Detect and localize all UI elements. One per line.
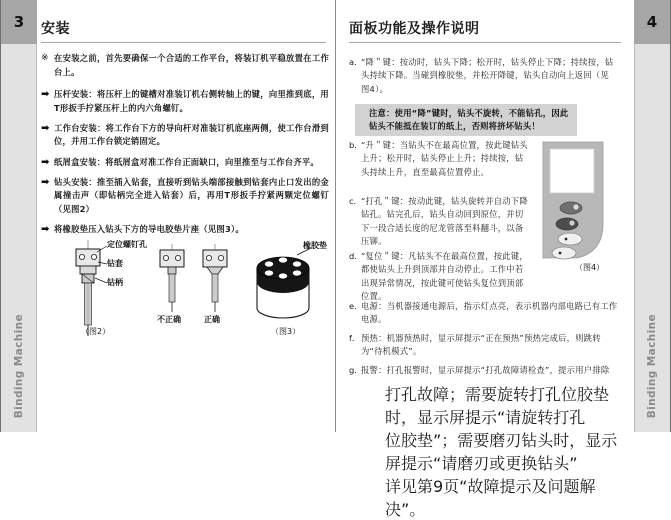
paragraph-text bbox=[54, 122, 329, 149]
list-marker: f． bbox=[349, 332, 361, 343]
paragraph-body: 推至插入钻套，直接听到钻头端部接触到钻套内止口发出的金属撞击声（即钻柄完全进入钻套）后，再用T形扳手拧紧两颗定位螺钉（见图2） bbox=[54, 176, 329, 214]
paragraph-text bbox=[54, 156, 329, 170]
bullet-arrow-icon: ➡ bbox=[41, 122, 50, 134]
paragraph-chipbox-install bbox=[41, 156, 329, 170]
warning-note-box bbox=[355, 104, 577, 136]
paragraph-text bbox=[54, 88, 329, 115]
list-text: 电源：当机器接通电源后，指示灯点亮，表示机器内部电路已有工作电源。 bbox=[361, 301, 618, 325]
right-item-e bbox=[349, 300, 619, 327]
side-strip-left bbox=[1, 44, 37, 432]
right-page-title-rule bbox=[349, 42, 621, 43]
left-page-figure-zone bbox=[41, 238, 331, 348]
figure4-caption: （图4） bbox=[575, 263, 605, 272]
paragraph-press-bar-install bbox=[41, 88, 329, 115]
paragraph-lead: 压杆安装： bbox=[54, 89, 97, 100]
left-page-column bbox=[37, 0, 333, 432]
figure3-rubber-pad-diagram bbox=[249, 246, 329, 336]
list-marker: d． bbox=[349, 251, 363, 261]
figure4-panel-shape bbox=[541, 140, 627, 272]
bullet-arrow-icon: ➡ bbox=[41, 156, 50, 168]
paragraph-text bbox=[54, 176, 329, 217]
left-page-title-rule bbox=[41, 42, 326, 43]
figure2-label-correct: 正确 bbox=[204, 315, 220, 324]
figure4-control-panel bbox=[541, 140, 627, 290]
side-strip-right-rule bbox=[634, 44, 635, 432]
paragraph-text: 将橡胶垫压入钻头下方的导电胶垫片座（见图3）。 bbox=[54, 223, 244, 234]
bullet-asterisk-icon: ※ bbox=[41, 53, 49, 63]
figure2-caption: （图2） bbox=[81, 327, 111, 336]
paragraph-lead: 钻头安装： bbox=[54, 176, 97, 187]
side-strip-right bbox=[634, 44, 670, 432]
page-number-right: 4 bbox=[634, 0, 670, 44]
figure3-label-rubber-pad: 橡胶垫 bbox=[303, 241, 327, 250]
right-page-title: 面板功能及操作说明 bbox=[349, 21, 480, 37]
right-item-a bbox=[349, 56, 617, 101]
paragraph-note-platform bbox=[41, 52, 329, 79]
list-item bbox=[349, 250, 531, 304]
figure2-label-drill-shank: 钻柄 bbox=[107, 278, 123, 287]
list-marker: e． bbox=[349, 301, 363, 311]
paragraph-body: 将压杆上的键槽对准装订机右侧转轴上的键，向里推到底，用T形扳手拧紧压杆上的内六角螺钉。 bbox=[54, 89, 329, 113]
side-label-right: Binding Machine bbox=[646, 313, 658, 418]
list-text: “打孔＂键：按动此键，钻头旋转并自动下降钻孔。钻完孔后，钻头自动回到原位，并切下一段合适长度的尼龙管落至料翻斗，以备压铆。 bbox=[361, 196, 528, 247]
list-marker: b． bbox=[349, 140, 363, 150]
list-text-cont: 位胶垫”；需要磨刃钻头时，显示屏提示“请磨刃或更换钻头” bbox=[385, 431, 618, 474]
right-items-efg bbox=[349, 300, 619, 520]
paragraph-lead: 工作台安装： bbox=[54, 122, 106, 133]
warning-note-text: 注意：使用“降”键时，钻头不旋转，不能钻孔，因此钻头不能抵在装订的纸上，否则将挤坏钻头！ bbox=[369, 108, 569, 132]
paragraph-worktable-install bbox=[41, 122, 329, 149]
list-text: “降＂键：按动时，钻头下降；松开时，钻头停止下降；持续按，钻头持续下降。当碰到橡胶垫，并松开降键，钻头自动向上返回（见图4）。 bbox=[361, 57, 614, 94]
paragraph-text: 在安装之前，首先要确保一个合适的工作平台，将装订机平稳放置在工作台上。 bbox=[54, 53, 329, 77]
list-text: 预热：机器预热时，显示屏提示“正在预热”预热完成后，则跳转为“待机模式”。 bbox=[361, 332, 601, 357]
figure3-caption: （图3） bbox=[271, 327, 301, 336]
bullet-arrow-icon: ➡ bbox=[41, 89, 50, 101]
left-page-title: 安装 bbox=[41, 21, 70, 37]
list-marker: a． bbox=[349, 57, 363, 67]
paragraph-lead: 纸屑盒安装： bbox=[54, 156, 106, 167]
right-item-g-continuation bbox=[385, 382, 619, 520]
figure2-label-incorrect: 不正确 bbox=[157, 315, 181, 324]
list-text: “复位＂键：凡钻头不在最高位置，按此键，都使钻头上升到顶部并自动停止。工作中若出现异常情况，按此键可使钻头复位到顶部位置。 bbox=[361, 251, 528, 302]
list-marker: g． bbox=[349, 364, 363, 375]
list-text-cont: 详见第9页“故障提示及问题解决”。 bbox=[385, 477, 596, 520]
bullet-arrow-icon: ➡ bbox=[41, 223, 50, 235]
figure2-label-drill-sleeve: 钻套 bbox=[107, 259, 123, 268]
right-item-c bbox=[349, 195, 531, 254]
right-item-f bbox=[349, 332, 619, 359]
paragraph-body: 将工作台下方的导向杆对准装订机底座两侧，使工作台滑到位，并用工作台锁定销固定。 bbox=[54, 122, 329, 147]
paragraph-drillbit-install bbox=[41, 176, 329, 217]
list-text: 报警：打孔报警时，显示屏提示“打孔故障请检查”，提示用户排除 bbox=[361, 364, 610, 375]
figure2-comparison-diagram bbox=[151, 244, 241, 324]
figure2-label-screw-hole: 定位螺钉孔 bbox=[107, 240, 147, 249]
paragraph-body: 将纸屑盒对准工作台正面缺口，向里推至与工作台齐平。 bbox=[105, 156, 319, 167]
list-marker: c． bbox=[349, 196, 362, 206]
list-item bbox=[349, 195, 531, 249]
list-text-cont: 打孔故障；需要旋转打孔位胶垫时，显示屏提示“请旋转打孔 bbox=[385, 385, 610, 428]
list-text: “升＂键：当钻头不在最高位置，按此键钻头上升；松开时，钻头停止上升；持续按，钻头持续上升，直至最高位置停止。 bbox=[361, 140, 528, 177]
list-item bbox=[349, 139, 531, 179]
paragraph-rubber-pad-install bbox=[41, 223, 329, 237]
right-page-column bbox=[345, 0, 630, 520]
right-item-g bbox=[349, 364, 619, 377]
right-item-b bbox=[349, 139, 531, 184]
center-gutter-divider bbox=[335, 0, 336, 432]
list-item bbox=[349, 56, 617, 96]
bullet-arrow-icon: ➡ bbox=[41, 176, 50, 188]
side-label-left: Binding Machine bbox=[13, 313, 25, 418]
page-number-left: 3 bbox=[1, 0, 37, 44]
left-page-body bbox=[41, 52, 329, 243]
